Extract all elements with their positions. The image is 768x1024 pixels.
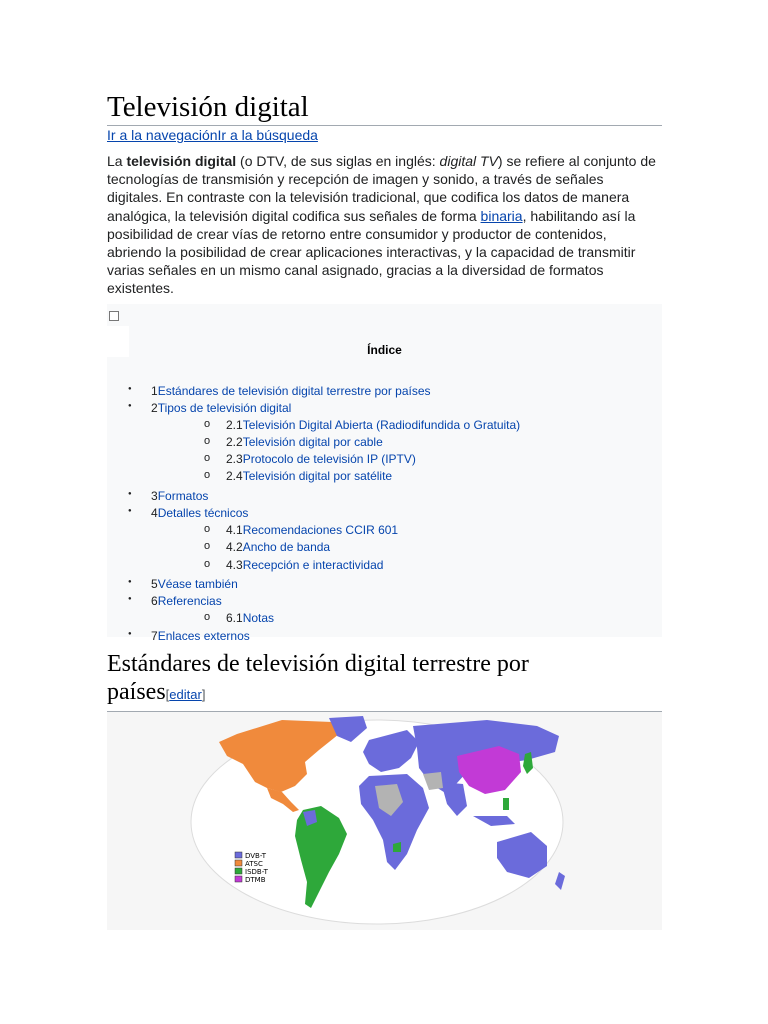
intro-text: (o DTV, de sus siglas en inglés: (236, 153, 440, 169)
intro-text: ) se refiere al conjunto de tecnologías de transmisión y recepción de imagen y sonido, a través de señales digitales. En contraste con la televisión tradicional, que codifica los datos de manera analógica, la televisión digital codifica sus señales de forma (107, 153, 656, 224)
section-title-line1: Estándares de televisión digital terrestre por (107, 651, 529, 677)
intro-paragraph (107, 152, 662, 298)
legend-label: ATSC (245, 860, 263, 868)
toc-bullet-disc: ● (128, 508, 132, 514)
toc-item-label: Ancho de banda (242, 540, 331, 554)
jump-to-navigation-link[interactable]: Ir a la navegación (107, 127, 218, 143)
toc-item-label: Recomendaciones CCIR 601 (242, 523, 399, 537)
toc-item-label: Véase también (157, 577, 238, 591)
toc-item-number: 4.2 (226, 540, 243, 554)
toc-bullet-disc: ● (128, 386, 132, 392)
table-of-contents (107, 304, 662, 643)
toc-item-label: Televisión digital por cable (242, 435, 383, 449)
toc-item-2[interactable] (151, 401, 291, 415)
toc-item-label: Televisión digital por satélite (242, 469, 393, 483)
edit-section: [editar] (165, 687, 206, 702)
section-title-line2: países (107, 679, 166, 705)
toc-item-number: 2 (151, 401, 158, 415)
toc-item-number: 2.1 (226, 418, 243, 432)
dtv-standards-world-map (107, 712, 662, 930)
toc-item-label: Notas (242, 611, 275, 625)
toc-item-4[interactable] (151, 506, 248, 520)
intro-text: , habilitando así la posibilidad de crear vías de retorno entre consumidor y productor de contenidos, abriendo la posibilidad de crear aplicaciones interactivas, y la capacidad de transmitir varias señales en un mismo canal asignado, gracias a la diversidad de formatos existentes. (107, 207, 636, 297)
toc-toggle-checkbox[interactable] (109, 311, 119, 321)
toc-bullet-disc: ● (128, 491, 132, 497)
toc-item-label: Enlaces externos (157, 629, 250, 643)
toc-item-2-1[interactable] (226, 418, 520, 432)
section-heading-standards (107, 650, 662, 712)
toc-item-2-2[interactable] (226, 435, 383, 449)
jump-to-search-link[interactable]: Ir a la búsqueda (217, 127, 318, 143)
toc-item-number: 4.3 (226, 558, 243, 572)
legend-swatch (235, 860, 242, 866)
toc-item-label: Tipos de televisión digital (157, 401, 292, 415)
toc-bullet-circle: o (204, 469, 211, 481)
toc-item-4-1[interactable] (226, 523, 398, 537)
toc-title: Índice (367, 343, 402, 357)
toc-item-number: 7 (151, 629, 158, 643)
toc-item-2-3[interactable] (226, 452, 416, 466)
toc-item-number: 3 (151, 489, 158, 503)
toc-bullet-circle: o (204, 523, 211, 535)
toc-bullet-disc: ● (128, 579, 132, 585)
toc-item-label: Detalles técnicos (157, 506, 249, 520)
toc-item-2-4[interactable] (226, 469, 392, 483)
toc-item-6-1[interactable] (226, 611, 274, 625)
legend-label: DTMB (245, 876, 266, 884)
toc-item-number: 2.2 (226, 435, 243, 449)
toc-item-number: 6 (151, 594, 158, 608)
intro-italic-term: digital TV (439, 153, 498, 169)
intro-text: La (107, 153, 127, 169)
toc-item-label: Televisión Digital Abierta (Radiodifundida o Gratuita) (242, 418, 521, 432)
toc-item-4-2[interactable] (226, 540, 330, 554)
intro-bold-term: televisión digital (126, 153, 237, 169)
toc-bullet-disc: ● (128, 631, 132, 637)
toc-item-number: 6.1 (226, 611, 243, 625)
toc-bullet-circle: o (204, 452, 211, 464)
toc-bullet-circle: o (204, 540, 211, 552)
toc-bullet-disc: ● (128, 596, 132, 602)
toc-bullet-circle: o (204, 611, 211, 623)
binaria-link[interactable]: binaria (480, 207, 523, 224)
new-zealand-region (555, 872, 565, 890)
philippines-region (503, 798, 509, 810)
toc-item-1[interactable] (151, 384, 431, 398)
map-legend (235, 852, 269, 884)
toc-item-number: 4.1 (226, 523, 243, 537)
toc-bullet-circle: o (204, 418, 211, 430)
toc-bullet-circle: o (204, 435, 211, 447)
toc-item-label: Referencias (157, 594, 222, 608)
toc-item-number: 2.4 (226, 469, 243, 483)
toc-item-4-3[interactable] (226, 558, 383, 572)
toc-item-3[interactable] (151, 489, 208, 503)
edit-section-link[interactable]: editar (169, 687, 202, 702)
toc-item-7[interactable] (151, 629, 250, 643)
toc-item-number: 5 (151, 577, 158, 591)
toc-item-label: Formatos (157, 489, 209, 503)
legend-swatch (235, 852, 242, 858)
toc-item-label: Protocolo de televisión IP (IPTV) (242, 452, 416, 466)
toc-item-6[interactable] (151, 594, 222, 608)
toc-bullet-disc: ● (128, 403, 132, 409)
toc-item-label: Recepción e interactividad (242, 558, 384, 572)
legend-label: DVB-T (245, 852, 267, 860)
toc-item-number: 1 (151, 384, 158, 398)
toc-bullet-circle: o (204, 558, 211, 570)
toc-item-number: 4 (151, 506, 158, 520)
toc-item-label: Estándares de televisión digital terrestre por países (157, 384, 431, 398)
legend-label: ISDB-T (245, 868, 268, 876)
legend-swatch (235, 876, 242, 882)
world-map-figure (107, 712, 662, 930)
legend-swatch (235, 868, 242, 874)
page-title: Televisión digital (107, 89, 662, 126)
toc-item-5[interactable] (151, 577, 238, 591)
toc-item-number: 2.3 (226, 452, 243, 466)
jump-links (107, 127, 318, 143)
